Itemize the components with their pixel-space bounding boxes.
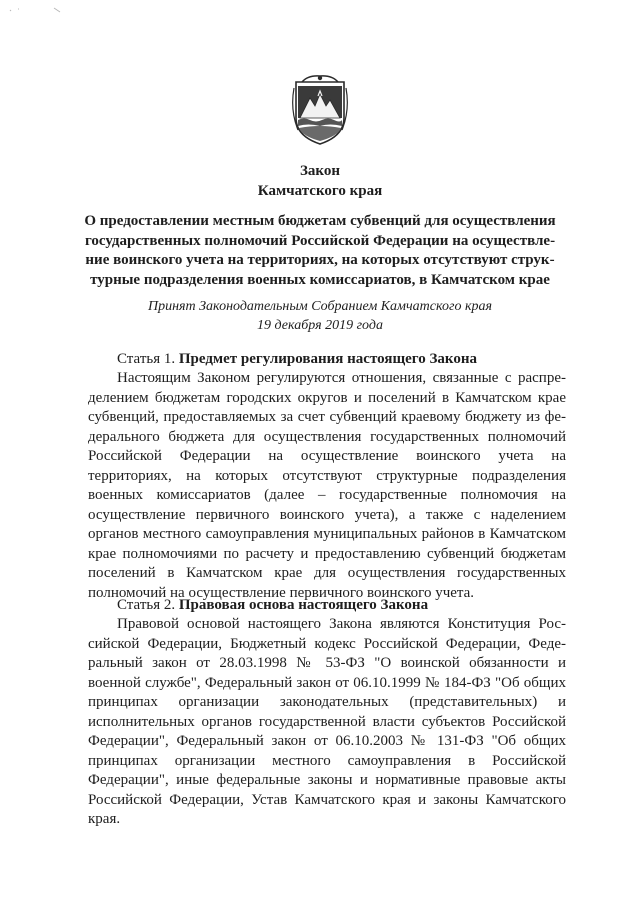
article-number: Статья 1. <box>117 351 176 367</box>
article-body: Настоящим Законом регулируются отношения, связанные с распределением бюджетам городских округов и поселений в Камчатском крае субвенций, предоставляемых за счет субвенций краевому бюджету из федерального бюджета для осуществления государственных полномочий Российской Федерации на осуществление воинского учета на территориях, на которых отсутствуют структурные подразделения военных комиссариатов (далее – государственные полномочия на осуществление первичного воинского учета), а также с наделением органов местного самоуправления муниципальных районов в Камчатском крае полномочиями по расчету и предоставлению субвенций бюджетам поселений в Камчатском крае для осуществления государственных полномочий на осуществление первичного воинского учета. <box>88 370 566 602</box>
document-title: Закон <box>299 163 340 179</box>
adoption-date: 19 декабря 2019 года <box>257 318 383 333</box>
document-title-region: Камчатского края <box>257 183 383 199</box>
article-title: Предмет регулирования настоящего Закона <box>178 351 477 367</box>
scan-artifact-mark <box>4 4 64 16</box>
article-heading <box>88 349 566 369</box>
adopted-by: Принят Законодательным Собранием Камчатского края <box>147 299 493 314</box>
article-2 <box>88 595 566 830</box>
kamchatka-coat-of-arms-icon <box>288 74 352 148</box>
article-title: Правовая основа настоящего Закона <box>178 597 429 613</box>
article-number: Статья 2. <box>117 597 176 613</box>
law-name: О предоставлении местным бюджетам субвенций для осуществления государственных полномочий Российской Федерации на осуществление воинского учета на территориях, на которых отсутствуют структурные подразделения военных комиссариатов, в Камчатском крае <box>84 213 556 288</box>
article-body: Правовой основой настоящего Закона являются Конституция Российской Федерации, Бюджетный кодекс Российской Федерации, Федеральный закон от 28.03.1998 № 53-ФЗ "О воинской обязанности и военной службе", Федеральный закон от 06.10.1999 № 184-ФЗ "Об общих принципах организации законодательных (представительных) и исполнительных органов государственной власти субъектов Российской Федерации", Федеральный закон от 06.10.2003 № 131-ФЗ "Об общих принципах организации местного самоуправления в Российской Федерации", иные федеральные законы и нормативные правовые акты Российской Федерации, Устав Камчатского края и законы Камчатского края. <box>88 616 566 828</box>
article-1 <box>88 349 566 604</box>
article-heading <box>88 595 566 615</box>
